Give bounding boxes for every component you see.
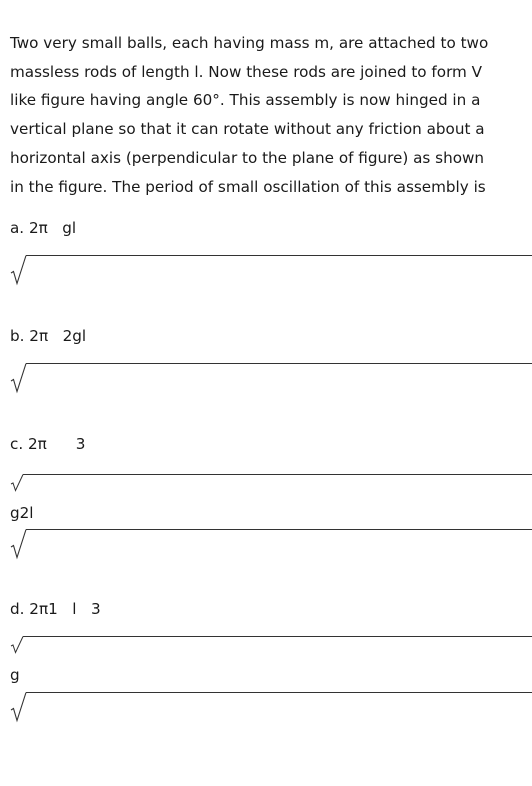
radical-bar	[26, 363, 532, 364]
option-b-text[interactable]: b. 2π 2gl	[10, 327, 87, 345]
question-text	[10, 29, 525, 201]
radical-sign	[10, 474, 532, 506]
radical-bar	[26, 529, 532, 530]
radical-bar	[23, 636, 532, 637]
radical-icon	[10, 255, 27, 285]
question-line: in the figure. The period of small oscillation of this assembly is	[10, 177, 486, 196]
question-line: massless rods of length l. Now these rods are joined to form V	[10, 62, 483, 81]
radical-icon	[10, 363, 27, 393]
question-line: vertical plane so that it can rotate without any friction about a	[10, 120, 485, 139]
question-line: Two very small balls, each having mass m, are attached to two	[10, 34, 489, 52]
option-c-text[interactable]: c. 2π 3	[10, 435, 86, 453]
option-d-text[interactable]: d. 2π1 l 3	[10, 600, 101, 618]
radical-sign	[10, 692, 532, 724]
radical-bar	[26, 692, 532, 693]
radical-icon	[10, 474, 24, 492]
option-d-subtext: g	[10, 666, 20, 684]
question-line: horizontal axis (perpendicular to the plane of figure) as shown	[10, 148, 485, 167]
radical-sign	[10, 529, 532, 561]
radical-bar	[23, 474, 532, 475]
option-a-text[interactable]: a. 2π gl	[10, 219, 77, 237]
radical-sign	[10, 255, 532, 287]
radical-icon	[10, 529, 27, 559]
radical-icon	[10, 692, 27, 722]
option-c-subtext: g2l	[10, 504, 34, 522]
radical-sign	[10, 363, 532, 395]
radical-sign	[10, 636, 532, 668]
question-line: like figure having angle 60°. This assembly is now hinged in a	[10, 91, 481, 110]
radical-bar	[26, 255, 532, 256]
radical-icon	[10, 636, 24, 654]
